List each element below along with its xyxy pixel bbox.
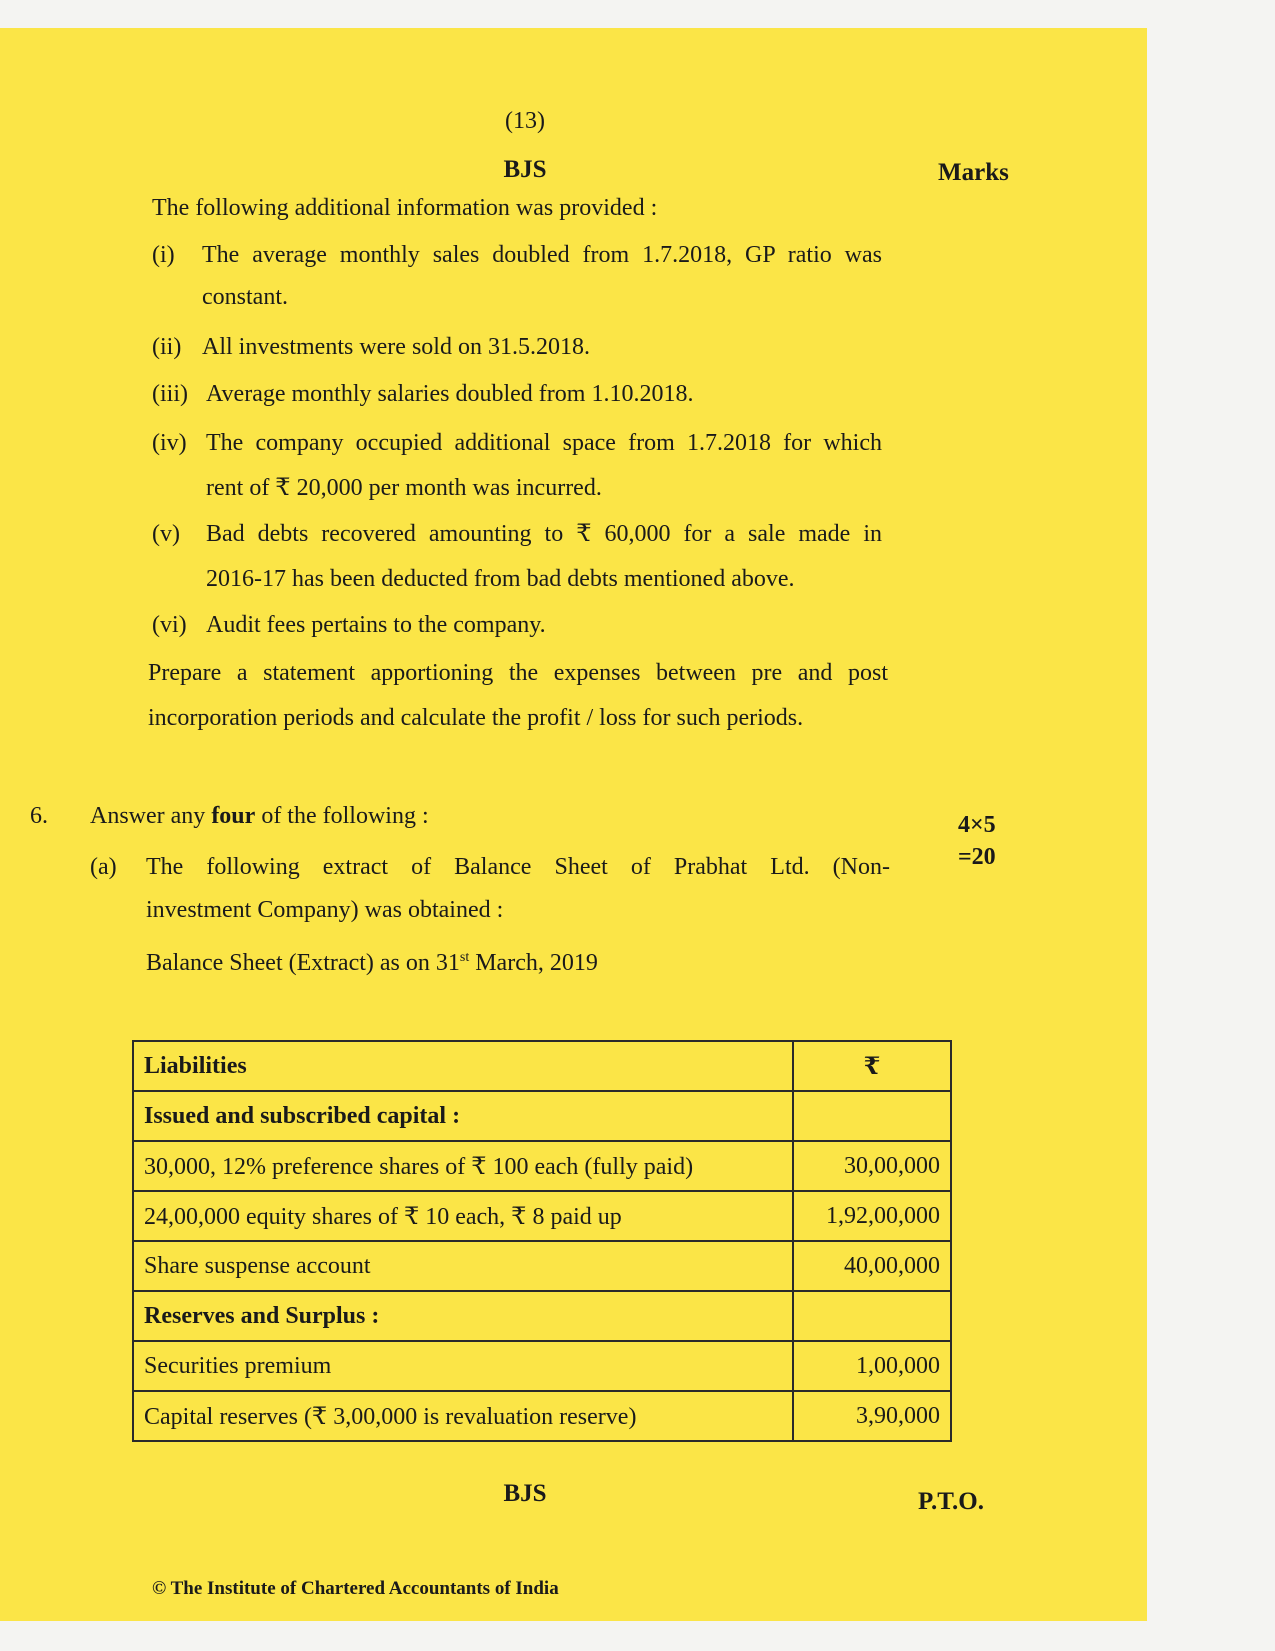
list-item	[152, 610, 882, 640]
item-text: Bad debts recovered amounting to ₹ 60,000 for a sale made in	[206, 521, 882, 547]
question-number: 6.	[30, 803, 48, 829]
question-6a	[90, 852, 890, 925]
q6-text-bold: four	[211, 803, 256, 829]
item-text-cont: constant.	[202, 284, 288, 310]
item-text: Average monthly salaries doubled from 1.10.2018.	[206, 381, 694, 407]
row-text: Securities premium	[133, 1341, 793, 1391]
row-text: Issued and subscribed capital :	[133, 1091, 793, 1141]
item-label: (i)	[152, 242, 175, 268]
list-item	[152, 379, 882, 409]
item-label: (v)	[152, 521, 180, 547]
list-item	[152, 240, 882, 312]
item-label: (iii)	[152, 381, 188, 407]
list-item	[152, 332, 882, 362]
item-label: (vi)	[152, 612, 187, 638]
balance-sheet-table	[132, 1040, 952, 1442]
table-header-row	[133, 1041, 951, 1091]
item-text-cont: 2016-17 has been deducted from bad debts mentioned above.	[206, 566, 795, 592]
row-amount: 30,00,000	[793, 1141, 951, 1191]
please-turn-over: P.T.O.	[918, 1488, 984, 1515]
table-row	[133, 1141, 951, 1191]
item-text: All investments were sold on 31.5.2018.	[202, 334, 590, 360]
row-text: Reserves and Surplus :	[133, 1291, 793, 1341]
question-6-text	[90, 801, 429, 831]
item-text: The average monthly sales doubled from 1.7.2018, GP ratio was	[202, 242, 882, 268]
copyright-notice: © The Institute of Chartered Accountants of India	[152, 1578, 559, 1599]
prepare-instruction	[148, 658, 888, 733]
col-liabilities-header: Liabilities	[133, 1041, 793, 1091]
paper-code-footer: BJS	[503, 1480, 547, 1507]
list-item	[152, 428, 882, 503]
row-amount	[793, 1291, 951, 1341]
row-amount	[793, 1091, 951, 1141]
paper-code-header: BJS	[503, 156, 547, 183]
prepare-line-1: Prepare a statement apportioning the expenses between pre and post	[148, 660, 888, 686]
marks-line-2: =20	[958, 844, 996, 870]
col-amount-header: ₹	[793, 1041, 951, 1091]
page-number: (13)	[505, 108, 545, 134]
item-label: (iv)	[152, 430, 187, 456]
table-row	[133, 1241, 951, 1291]
q6a-line-2: investment Company) was obtained :	[146, 897, 504, 923]
table-row	[133, 1341, 951, 1391]
exam-page	[0, 28, 1147, 1621]
table-row	[133, 1191, 951, 1241]
item-label: (ii)	[152, 334, 182, 360]
row-text: 30,000, 12% preference shares of ₹ 100 each (fully paid)	[133, 1141, 793, 1191]
row-text: Capital reserves (₹ 3,00,000 is revaluation reserve)	[133, 1391, 793, 1441]
question-6-marks	[958, 809, 996, 873]
table-row	[133, 1391, 951, 1441]
row-amount: 1,92,00,000	[793, 1191, 951, 1241]
q6-text-after: of the following :	[255, 803, 429, 829]
marks-line-1: 4×5	[958, 812, 996, 838]
row-text: Share suspense account	[133, 1241, 793, 1291]
table-row	[133, 1091, 951, 1141]
q6a-line-1: The following extract of Balance Sheet of Prabhat Ltd. (Non-	[146, 854, 890, 880]
balance-sheet-caption	[146, 943, 598, 978]
additional-info-intro: The following additional information was provided :	[152, 195, 658, 221]
item-text: Audit fees pertains to the company.	[206, 612, 546, 638]
item-text: The company occupied additional space from 1.7.2018 for which	[206, 430, 882, 456]
marks-column-header: Marks	[938, 159, 1009, 186]
caption-text: Balance Sheet (Extract) as on 31	[146, 950, 460, 976]
row-amount: 3,90,000	[793, 1391, 951, 1441]
q6-text-before: Answer any	[90, 803, 212, 829]
row-amount: 1,00,000	[793, 1341, 951, 1391]
sub-question-label: (a)	[90, 854, 117, 880]
caption-text-end: March, 2019	[469, 950, 598, 976]
caption-sup: st	[459, 950, 470, 965]
row-amount: 40,00,000	[793, 1241, 951, 1291]
prepare-line-2: incorporation periods and calculate the profit / loss for such periods.	[148, 705, 804, 731]
row-text: 24,00,000 equity shares of ₹ 10 each, ₹ 8 paid up	[133, 1191, 793, 1241]
list-item	[152, 519, 882, 594]
item-text-cont: rent of ₹ 20,000 per month was incurred.	[206, 475, 602, 501]
table-row	[133, 1291, 951, 1341]
